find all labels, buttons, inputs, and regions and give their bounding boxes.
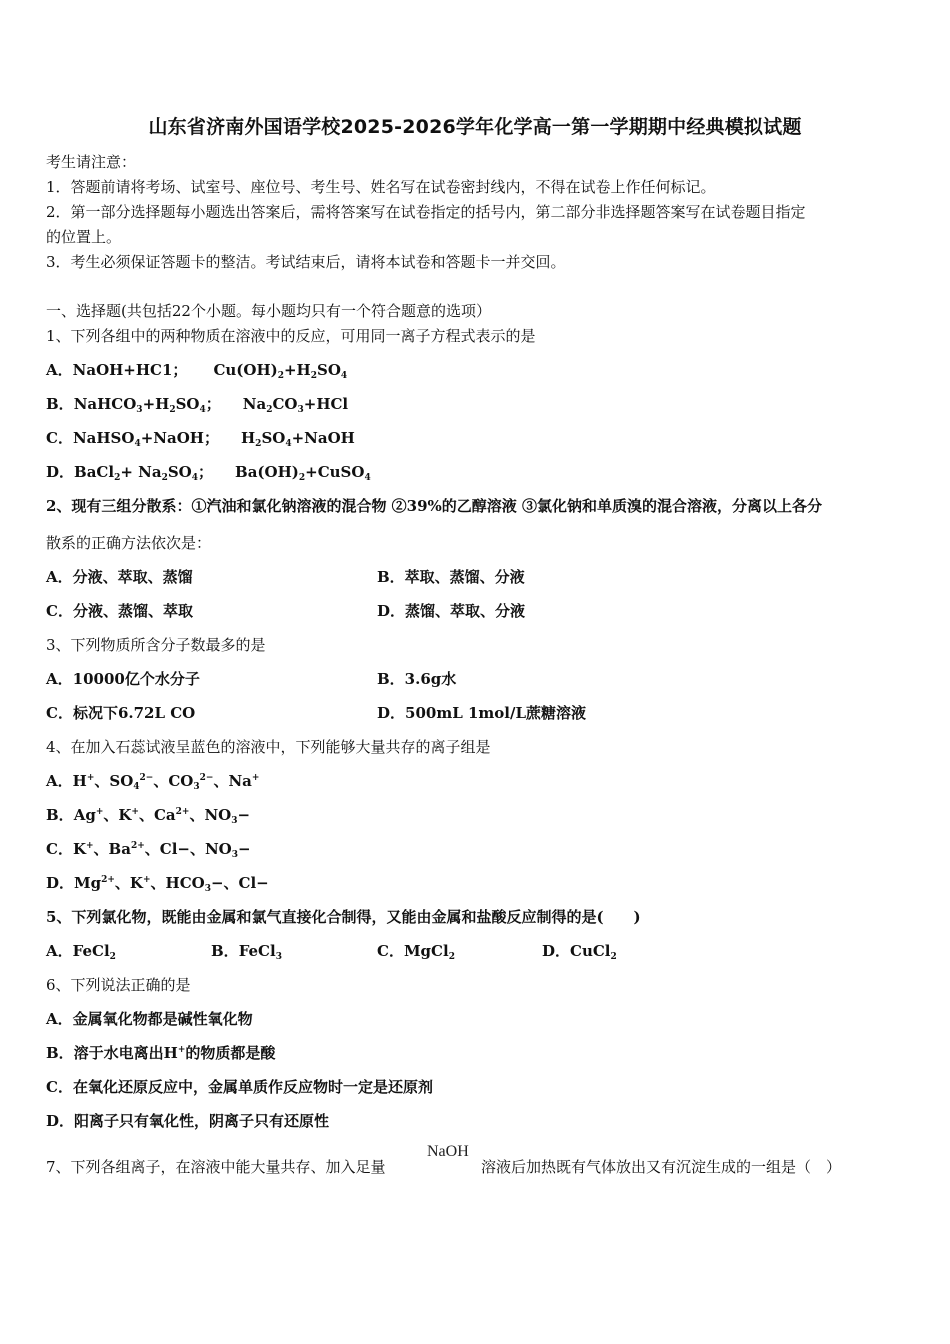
- notice-item-2a: 2．第一部分选择题每小题选出答案后，需将答案写在试卷指定的括号内，第二部分非选择题答案写在试卷题目指定: [46, 203, 806, 221]
- q5-option-c[interactable]: C．MgCl$_2$: [377, 942, 455, 962]
- q6-option-c[interactable]: C．在氧化还原反应中，金属单质作反应物时一定是还原剂: [46, 1078, 433, 1096]
- q5-option-a[interactable]: A．FeCl$_2$: [46, 942, 116, 962]
- q6-option-b[interactable]: B．溶于水电离出H+的物质都是酸: [46, 1044, 276, 1062]
- q4-option-d[interactable]: D．$Mg^{2+}$、K+、$HCO_3-$、Cl−: [46, 874, 269, 894]
- q4-option-a[interactable]: A．H+、$SO_4^{2-}$、$CO_3^{2-}$、Na+: [46, 772, 260, 792]
- question-2-stem-1: 2、现有三组分散系：①汽油和氯化钠溶液的混合物 ②39%的乙醇溶液 ③氯化钠和单质溴的混合溶液，分离以上各分: [46, 497, 823, 515]
- q5-option-d[interactable]: D．CuCl$_2$: [542, 942, 617, 962]
- q4-option-c[interactable]: C．K+、$Ba^{2+}$、Cl−、$NO_3-$: [46, 840, 251, 860]
- q3-option-c[interactable]: C．标况下6.72L CO: [46, 704, 196, 722]
- q1-option-a[interactable]: A．NaOH+HC1； $Cu(OH)_2+H_2SO_4$: [46, 361, 348, 381]
- q2-option-c[interactable]: C．分液、蒸馏、萃取: [46, 602, 193, 620]
- q1-option-d[interactable]: D．BaCl$_2$+ $Na_2SO_4$； $Ba(OH)_2+CuSO_4$: [46, 463, 371, 483]
- question-4-stem: 4、在加入石蕊试液呈蓝色的溶液中，下列能够大量共存的离子组是: [46, 738, 491, 756]
- q2-option-d[interactable]: D．蒸馏、萃取、分液: [377, 602, 526, 620]
- page-title: 山东省济南外国语学校2025-2026学年化学高一第一学期期中经典模拟试题: [148, 116, 802, 138]
- question-3-stem: 3、下列物质所含分子数最多的是: [46, 636, 266, 654]
- q5-option-b[interactable]: B．FeCl$_3$: [211, 942, 282, 962]
- notice-heading: 考生请注意：: [46, 153, 137, 171]
- notice-item-1: 1．答题前请将考场、试室号、座位号、考生号、姓名写在试卷密封线内，不得在试卷上作任何标记。: [46, 178, 716, 196]
- option-label: A．: [46, 361, 73, 379]
- section-heading: 一、选择题(共包括22个小题。每小题均只有一个符合题意的选项）: [46, 302, 491, 320]
- notice-item-3: 3．考生必须保证答题卡的整洁。考试结束后，请将本试卷和答题卡一并交回。: [46, 253, 566, 271]
- question-1-stem: 1、下列各组中的两种物质在溶液中的反应，可用同一离子方程式表示的是: [46, 327, 536, 345]
- q6-option-d[interactable]: D．阳离子只有氧化性，阴离子只有还原性: [46, 1112, 330, 1130]
- question-7-stem-b: 溶液后加热既有气体放出又有沉淀生成的一组是（ ）: [481, 1158, 842, 1176]
- q3-option-d[interactable]: D．500mL 1mol/L蔗糖溶液: [377, 704, 586, 722]
- q6-option-a[interactable]: A．金属氧化物都是碱性氧化物: [46, 1010, 253, 1028]
- question-7-stem-a: 7、下列各组离子，在溶液中能大量共存、加入足量: [46, 1158, 386, 1176]
- q3-option-a[interactable]: A．10000亿个水分子: [46, 670, 200, 688]
- question-5-stem: 5、下列氯化物，既能由金属和氯气直接化合制得，又能由金属和盐酸反应制得的是( ): [46, 908, 641, 926]
- notice-item-2b: 的位置上。: [46, 228, 122, 246]
- reagent-formula: NaOH: [427, 1143, 469, 1160]
- q1-option-c[interactable]: C．NaHSO$_4$+NaOH； $H_2SO_4+NaOH$: [46, 429, 355, 449]
- question-2-stem-2: 散系的正确方法依次是：: [46, 534, 212, 552]
- q2-option-b[interactable]: B．萃取、蒸馏、分液: [377, 568, 525, 586]
- question-6-stem: 6、下列说法正确的是: [46, 976, 191, 994]
- q4-option-b[interactable]: B．Ag+、K+、$Ca^{2+}$、$NO_3-$: [46, 806, 251, 826]
- q3-option-b[interactable]: B．3.6g水: [377, 670, 457, 688]
- q2-option-a[interactable]: A．分液、萃取、蒸馏: [46, 568, 193, 586]
- q1-option-b[interactable]: B．$NaHCO_3+H_2SO_4$； $Na_2CO_3+HCl$: [46, 395, 349, 415]
